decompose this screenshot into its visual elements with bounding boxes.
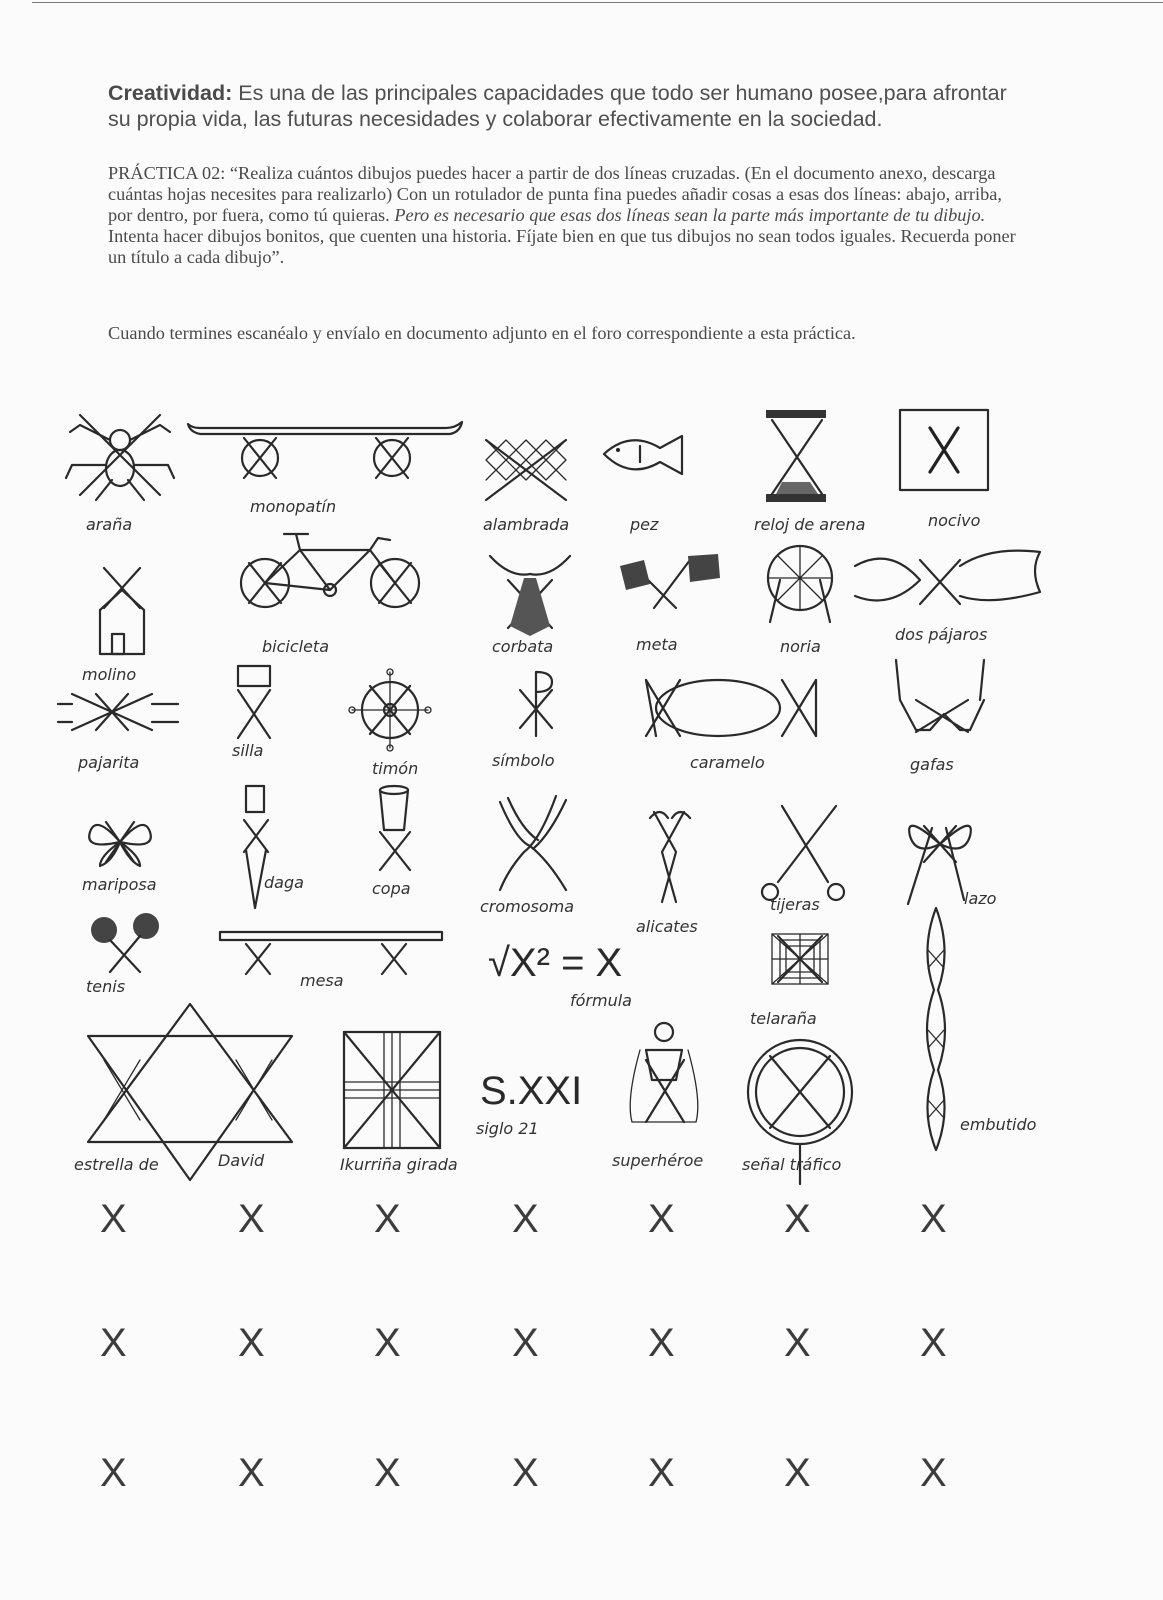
label-pez: pez (630, 515, 659, 534)
label-alambrada: alambrada (483, 515, 570, 534)
label-gafas: gafas (910, 755, 954, 774)
blank-x: X (648, 1321, 675, 1365)
label-monopatin: monopatín (250, 497, 337, 516)
blank-x: X (238, 1197, 265, 1241)
practice-line2: Intenta hacer dibujos bonitos, que cuenten una historia. Fíjate bien en que tus dibujos no sean todos iguales. Recuerda poner un título a cada dibujo”. (108, 226, 1016, 267)
blank-x: X (374, 1451, 401, 1495)
practice-emphasis: Pero es necesario que esas dos líneas sean la parte más importante de tu dibujo. (394, 205, 986, 225)
label-embutido: embutido (960, 1115, 1037, 1134)
label-tijeras: tijeras (770, 895, 820, 914)
label-nocivo: nocivo (928, 511, 981, 530)
label-noria: noria (780, 637, 821, 656)
label-meta: meta (636, 635, 678, 654)
label-estrella-b: David (218, 1151, 265, 1170)
label-siglo: siglo 21 (476, 1119, 539, 1138)
ribbon-bow-drawing (908, 826, 971, 904)
header-bold: Creatividad: (108, 81, 233, 105)
blank-x: X (100, 1197, 127, 1241)
hourglass-drawing (766, 410, 826, 502)
cup-drawing (380, 786, 410, 870)
formula-expression: √X² = X (488, 941, 623, 985)
chi-rho-symbol-drawing (520, 672, 552, 736)
chair-drawing (238, 666, 270, 738)
fish-drawing (604, 436, 682, 474)
label-pajarita: pajarita (78, 753, 140, 772)
label-caramelo: caramelo (690, 753, 765, 772)
sausage-drawing (927, 908, 945, 1150)
label-formula: fórmula (570, 991, 632, 1010)
label-dos-pajaros: dos pájaros (895, 625, 988, 644)
blank-x: X (784, 1451, 811, 1495)
blank-x: X (100, 1451, 127, 1495)
formula-drawing (488, 941, 622, 985)
blank-x: X (784, 1321, 811, 1365)
pliers-drawing (650, 812, 690, 902)
blank-x: X (100, 1321, 127, 1365)
bow-tie-drawing (58, 694, 178, 730)
bicycle-drawing (241, 534, 419, 607)
label-bicicleta: bicicleta (262, 637, 330, 656)
toxic-sign-drawing (900, 410, 988, 490)
blank-x: X (374, 1321, 401, 1365)
windmill-drawing (100, 568, 144, 654)
practice-intro: PRÁCTICA 02: “Realiza cuántos dibujos puedes hacer a partir de dos líneas cruzadas. (En el documento anexo, descarga cuántas hojas necesites para realizarlo) Con un rotulador de punta fina puedes añadir cosas a esas dos líneas: abajo, arriba, por dentro, por fuera, como tú quieras. (108, 163, 1002, 225)
tennis-rackets-drawing (91, 913, 159, 972)
label-corbata: corbata (492, 637, 554, 656)
label-telarana: telaraña (750, 1009, 817, 1028)
blank-x: X (920, 1197, 947, 1241)
label-copa: copa (372, 879, 411, 898)
header-text: Es una de las principales capacidades que todo ser humano posee,para afrontar su propia vida, las futuras necesidades y colaborar efectivamente en la sociedad. (108, 81, 1007, 131)
ship-wheel-drawing (349, 669, 431, 751)
label-timon: timón (372, 759, 419, 778)
label-lazo: lazo (964, 889, 997, 908)
label-ikurrina: Ikurriña girada (340, 1155, 458, 1174)
blank-x: X (238, 1321, 265, 1365)
blank-x: X (374, 1197, 401, 1241)
butterfly-drawing (89, 822, 151, 866)
label-simbolo: símbolo (492, 751, 555, 770)
blank-x: X (648, 1197, 675, 1241)
label-cromosoma: cromosoma (480, 897, 575, 916)
skateboard-drawing (188, 422, 462, 478)
fence-drawing (486, 440, 566, 500)
label-daga: daga (264, 873, 304, 892)
ikurrina-drawing (344, 1032, 440, 1148)
label-mariposa: mariposa (82, 875, 157, 894)
blank-x: X (920, 1451, 947, 1495)
blank-x: X (648, 1451, 675, 1495)
spider-drawing (66, 415, 174, 500)
chromosome-drawing (500, 796, 566, 890)
label-reloj: reloj de arena (754, 515, 866, 534)
blank-x: X (784, 1197, 811, 1241)
spiderweb-drawing (772, 934, 828, 984)
siglo-xxi-drawing (480, 1069, 582, 1113)
superhero-drawing (630, 1023, 698, 1122)
checkered-flags-drawing (620, 554, 720, 608)
send-instructions: Cuando termines escanéalo y envíalo en documento adjunto en el foro correspondiente a esta práctica. (108, 323, 856, 343)
label-tenis: tenis (86, 977, 126, 996)
label-alicates: alicates (636, 917, 698, 936)
ferris-wheel-drawing (768, 546, 832, 622)
candy-drawing (646, 680, 816, 736)
blank-x-grid (100, 1197, 947, 1495)
tie-drawing (490, 556, 570, 636)
label-estrella-a: estrella de (74, 1155, 159, 1174)
label-mesa: mesa (300, 971, 344, 990)
scissors-drawing (762, 806, 844, 900)
label-superheroe: superhéroe (612, 1151, 704, 1170)
siglo-text: S.XXI (480, 1069, 583, 1113)
blank-x: X (512, 1321, 539, 1365)
label-arana: araña (86, 515, 133, 534)
label-molino: molino (82, 665, 137, 684)
glasses-drawing (896, 660, 984, 732)
blank-x: X (238, 1451, 265, 1495)
blank-x: X (512, 1197, 539, 1241)
blank-x: X (920, 1321, 947, 1365)
blank-x: X (512, 1451, 539, 1495)
label-silla: silla (232, 741, 264, 760)
table-drawing (220, 932, 442, 974)
two-birds-drawing (855, 551, 1040, 604)
label-senal: señal tráfico (742, 1155, 842, 1174)
